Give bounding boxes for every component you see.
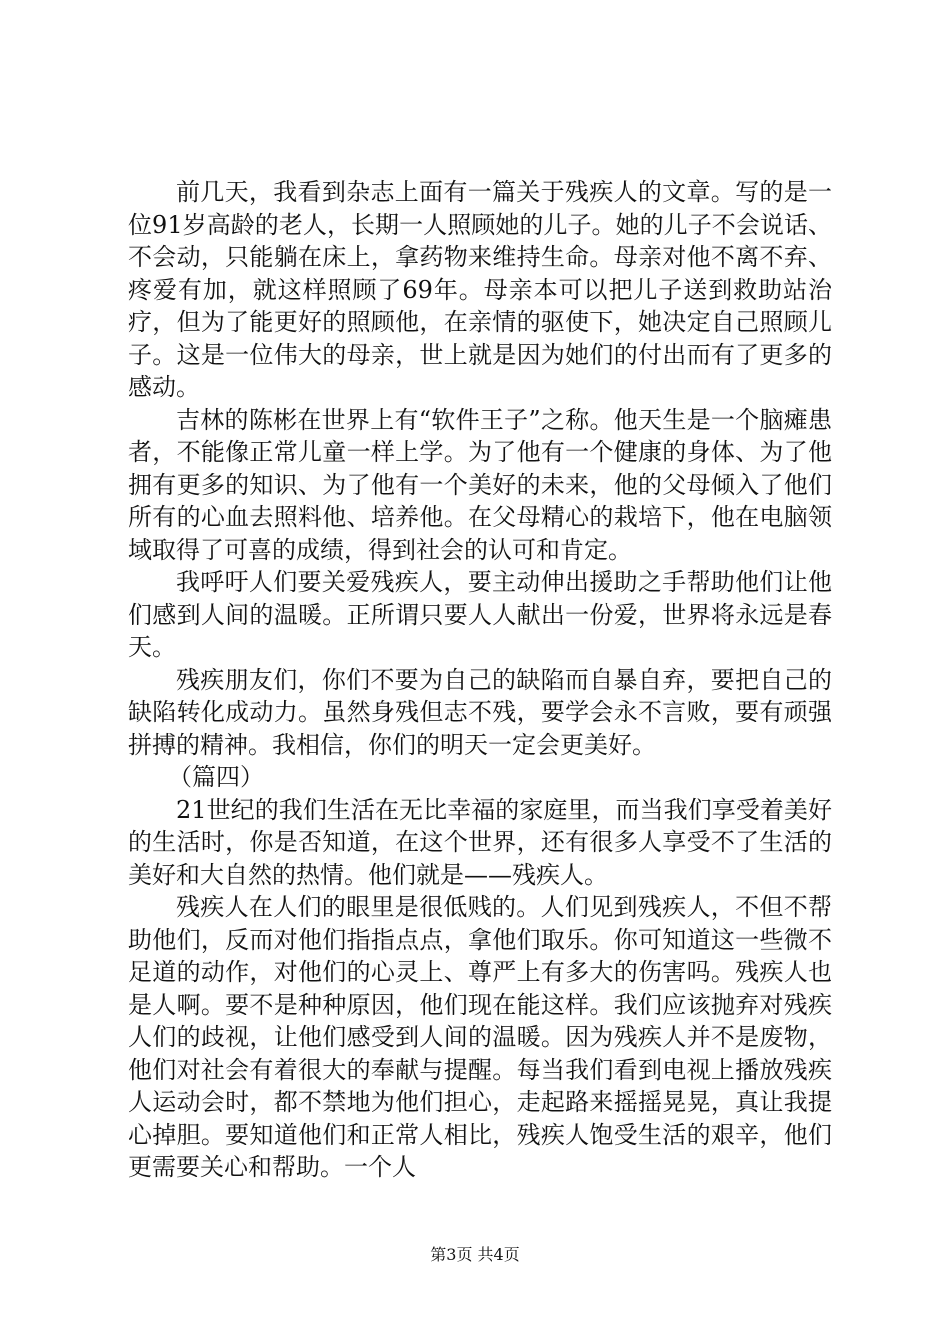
page-footer: 第3页 共4页: [430, 1245, 520, 1264]
paragraph: 我呼吁人们要关爱残疾人，要主动伸出援助之手帮助他们让他们感到人间的温暖。正所谓只要人人献出一份爱，世界将永远是春天。: [128, 568, 832, 661]
document-body: [128, 176, 832, 1184]
paragraph: 残疾人在人们的眼里是很低贱的。人们见到残疾人，不但不帮助他们，反而对他们指指点点，拿他们取乐。你可知道这一些微不足道的动作，对他们的心灵上、尊严上有多大的伤害吗。残疾人也是人啊。要不是种种原因，他们现在能这样。我们应该抛弃对残疾人们的歧视，让他们感受到人间的温暖。因为残疾人并不是废物，他们对社会有着很大的奉献与提醒。每当我们看到电视上播放残疾人运动会时，都不禁地为他们担心，走起路来摇摇晃晃，真让我提心掉胆。要知道他们和正常人相比，残疾人饱受生活的艰辛，他们更需要关心和帮助。一个人: [128, 893, 832, 1181]
paragraph: 吉林的陈彬在世界上有“软件王子”之称。他天生是一个脑瘫患者，不能像正常儿童一样上学。为了他有一个健康的身体、为了他拥有更多的知识、为了他有一个美好的未来，他的父母倾入了他们所有的心血去照料他、培养他。在父母精心的栽培下，他在电脑领域取得了可喜的成绩，得到社会的认可和肯定。: [128, 405, 832, 564]
paragraph: 残疾朋友们，你们不要为自己的缺陷而自暴自弃，要把自己的缺陷转化成动力。虽然身残但志不残，要学会永不言败，要有顽强拼搏的精神。我相信，你们的明天一定会更美好。: [128, 665, 832, 759]
paragraph: 21世纪的我们生活在无比幸福的家庭里，而当我们享受着美好的生活时，你是否知道，在这个世界，还有很多人享受不了生活的美好和大自然的热情。他们就是——残疾人。: [128, 795, 832, 889]
paragraph: 前几天，我看到杂志上面有一篇关于残疾人的文章。写的是一位91岁高龄的老人，长期一人照顾她的儿子。她的儿子不会说话、不会动，只能躺在床上，拿药物来维持生命。母亲对他不离不弃、疼爱有加，就这样照顾了69年。母亲本可以把儿子送到救助站治疗，但为了能更好的照顾他，在亲情的驱使下，她决定自己照顾儿子。这是一位伟大的母亲，世上就是因为她们的付出而有了更多的感动。: [128, 178, 832, 401]
section-heading: （篇四）: [168, 763, 264, 791]
